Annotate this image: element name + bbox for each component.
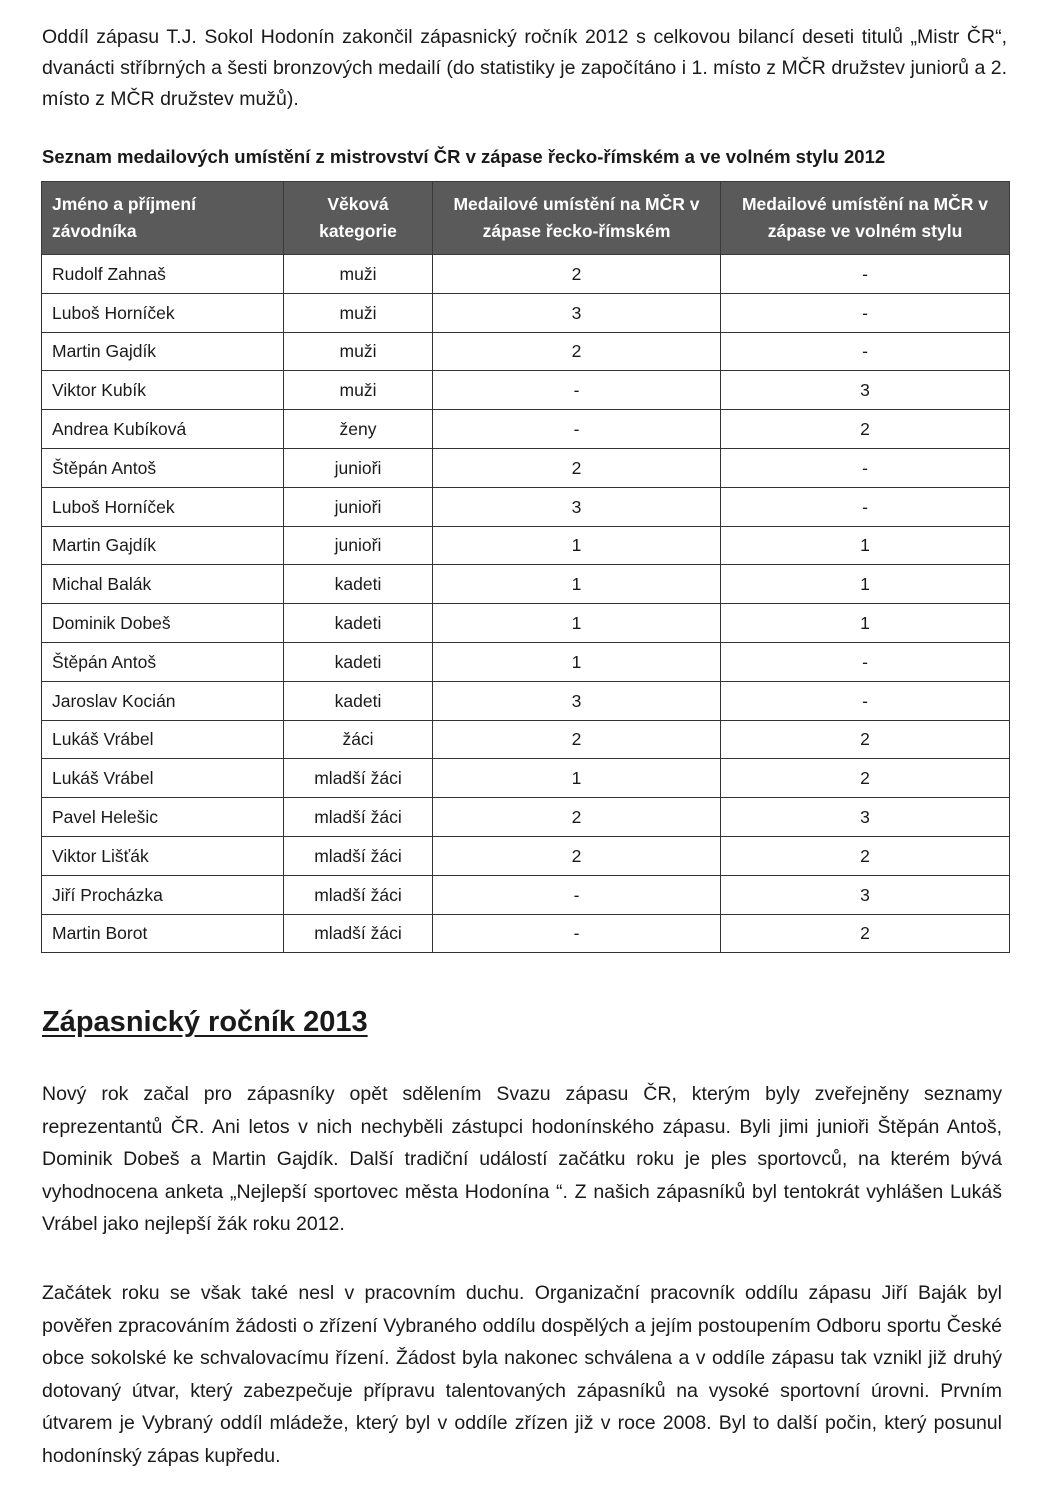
cell-category: junioři: [284, 487, 433, 526]
cell-name: Viktor Kubík: [42, 371, 284, 410]
cell-category: mladší žáci: [284, 875, 433, 914]
cell-freestyle: -: [721, 448, 1010, 487]
section-paragraph-2: Začátek roku se však také nesl v pracovním duchu. Organizační pracovník oddílu zápasu Jiří Baják byl pověřen zpracováním žádosti o zřízení Vybraného oddílu dospělých a jejím postoupením Odboru sportu České obce sokolské ke schvalovacímu řízení. Žádost byla nakonec schválena a v oddíle zápasu tak vznikl již druhý dotovaný útvar, který zabezpečuje přípravu talentovaných zápasníků na vysoké sportovní úrovni. Prvním útvarem je Vybraný oddíl mládeže, který byl v oddíle zřízen již v roce 2008. Byl to další počin, který posunul hodonínský zápas kupředu.: [42, 1282, 1002, 1467]
cell-name: Martin Gajdík: [42, 332, 284, 371]
cell-freestyle: -: [721, 293, 1010, 332]
table-row: [42, 836, 1010, 875]
table-row: [42, 720, 1010, 759]
cell-freestyle: -: [721, 255, 1010, 294]
cell-freestyle: 2: [721, 759, 1010, 798]
cell-name: Martin Gajdík: [42, 526, 284, 565]
cell-greco-roman: -: [433, 371, 721, 410]
cell-freestyle: 2: [721, 914, 1010, 953]
header-greco-roman: Medailové umístění na MČR v zápase řecko-římském: [433, 182, 721, 255]
table-row: [42, 526, 1010, 565]
cell-greco-roman: 1: [433, 604, 721, 643]
cell-freestyle: -: [721, 487, 1010, 526]
cell-greco-roman: 3: [433, 681, 721, 720]
cell-greco-roman: 1: [433, 759, 721, 798]
table-row: [42, 293, 1010, 332]
cell-name: Štěpán Antoš: [42, 448, 284, 487]
cell-greco-roman: 2: [433, 836, 721, 875]
cell-greco-roman: 1: [433, 565, 721, 604]
table-row: [42, 371, 1010, 410]
cell-freestyle: 3: [721, 798, 1010, 837]
cell-category: kadeti: [284, 565, 433, 604]
cell-category: kadeti: [284, 642, 433, 681]
cell-greco-roman: 1: [433, 642, 721, 681]
cell-category: mladší žáci: [284, 914, 433, 953]
cell-greco-roman: 3: [433, 293, 721, 332]
cell-freestyle: -: [721, 332, 1010, 371]
medal-table: [41, 181, 1010, 953]
cell-category: muži: [284, 332, 433, 371]
table-row: [42, 410, 1010, 449]
cell-freestyle: 3: [721, 371, 1010, 410]
cell-name: Luboš Horníček: [42, 487, 284, 526]
cell-greco-roman: 1: [433, 526, 721, 565]
table-body: [42, 255, 1010, 953]
cell-name: Rudolf Zahnaš: [42, 255, 284, 294]
cell-greco-roman: -: [433, 914, 721, 953]
cell-name: Jaroslav Kocián: [42, 681, 284, 720]
cell-greco-roman: -: [433, 410, 721, 449]
cell-category: žáci: [284, 720, 433, 759]
table-row: [42, 448, 1010, 487]
cell-category: junioři: [284, 526, 433, 565]
cell-category: muži: [284, 293, 433, 332]
cell-name: Štěpán Antoš: [42, 642, 284, 681]
table-header-row: [42, 182, 1010, 255]
intro-paragraph: Oddíl zápasu T.J. Sokol Hodonín zakončil zápasnický ročník 2012 s celkovou bilancí deseti titulů „Mistr ČR“, dvanácti stříbrných a šesti bronzových medailí (do statistiky je započítáno i 1. místo z MČR družstev juniorů a 2. místo z MČR družstev mužů).: [42, 26, 1007, 110]
cell-category: junioři: [284, 448, 433, 487]
section-title: Zápasnický ročník 2013: [42, 1006, 368, 1038]
header-name: Jméno a příjmení závodníka: [42, 182, 284, 255]
cell-greco-roman: -: [433, 875, 721, 914]
cell-freestyle: 2: [721, 836, 1010, 875]
cell-category: ženy: [284, 410, 433, 449]
table-row: [42, 332, 1010, 371]
cell-name: Martin Borot: [42, 914, 284, 953]
table-title: Seznam medailových umístění z mistrovství ČR v zápase řecko-římském a ve volném stylu 2012: [42, 146, 886, 167]
cell-category: kadeti: [284, 604, 433, 643]
table-row: [42, 565, 1010, 604]
cell-greco-roman: 2: [433, 720, 721, 759]
table-row: [42, 914, 1010, 953]
cell-category: muži: [284, 255, 433, 294]
cell-name: Jiří Procházka: [42, 875, 284, 914]
table-row: [42, 875, 1010, 914]
cell-name: Lukáš Vrábel: [42, 720, 284, 759]
cell-greco-roman: 2: [433, 332, 721, 371]
cell-category: mladší žáci: [284, 798, 433, 837]
cell-category: mladší žáci: [284, 759, 433, 798]
table-row: [42, 798, 1010, 837]
table-row: [42, 642, 1010, 681]
cell-category: mladší žáci: [284, 836, 433, 875]
cell-greco-roman: 2: [433, 798, 721, 837]
header-freestyle: Medailové umístění na MČR v zápase ve volném stylu: [721, 182, 1010, 255]
cell-freestyle: 3: [721, 875, 1010, 914]
cell-greco-roman: 2: [433, 448, 721, 487]
table-row: [42, 487, 1010, 526]
table-row: [42, 255, 1010, 294]
cell-name: Lukáš Vrábel: [42, 759, 284, 798]
cell-category: kadeti: [284, 681, 433, 720]
cell-freestyle: 1: [721, 565, 1010, 604]
cell-category: muži: [284, 371, 433, 410]
table-row: [42, 604, 1010, 643]
cell-name: Luboš Horníček: [42, 293, 284, 332]
section-paragraph-1: Nový rok začal pro zápasníky opět sdělením Svazu zápasu ČR, kterým byly zveřejněny seznamy reprezentantů ČR. Ani letos v nich nechyběli zástupci hodonínského zápasu. Byli jimi junioři Štěpán Antoš, Dominik Dobeš a Martin Gajdík. Další tradiční událostí začátku roku je ples sportovců, na kterém bývá vyhodnocena anketa „Nejlepší sportovec města Hodonína “. Z našich zápasníků byl tentokrát vyhlášen Lukáš Vrábel jako nejlepší žák roku 2012.: [42, 1083, 1002, 1236]
cell-freestyle: -: [721, 681, 1010, 720]
cell-freestyle: -: [721, 642, 1010, 681]
cell-greco-roman: 2: [433, 255, 721, 294]
cell-freestyle: 1: [721, 526, 1010, 565]
table-row: [42, 681, 1010, 720]
header-category: Věková kategorie: [284, 182, 433, 255]
cell-name: Viktor Lišťák: [42, 836, 284, 875]
cell-freestyle: 2: [721, 410, 1010, 449]
table-row: [42, 759, 1010, 798]
cell-name: Michal Balák: [42, 565, 284, 604]
cell-name: Andrea Kubíková: [42, 410, 284, 449]
cell-greco-roman: 3: [433, 487, 721, 526]
cell-freestyle: 2: [721, 720, 1010, 759]
cell-name: Dominik Dobeš: [42, 604, 284, 643]
cell-freestyle: 1: [721, 604, 1010, 643]
cell-name: Pavel Helešic: [42, 798, 284, 837]
